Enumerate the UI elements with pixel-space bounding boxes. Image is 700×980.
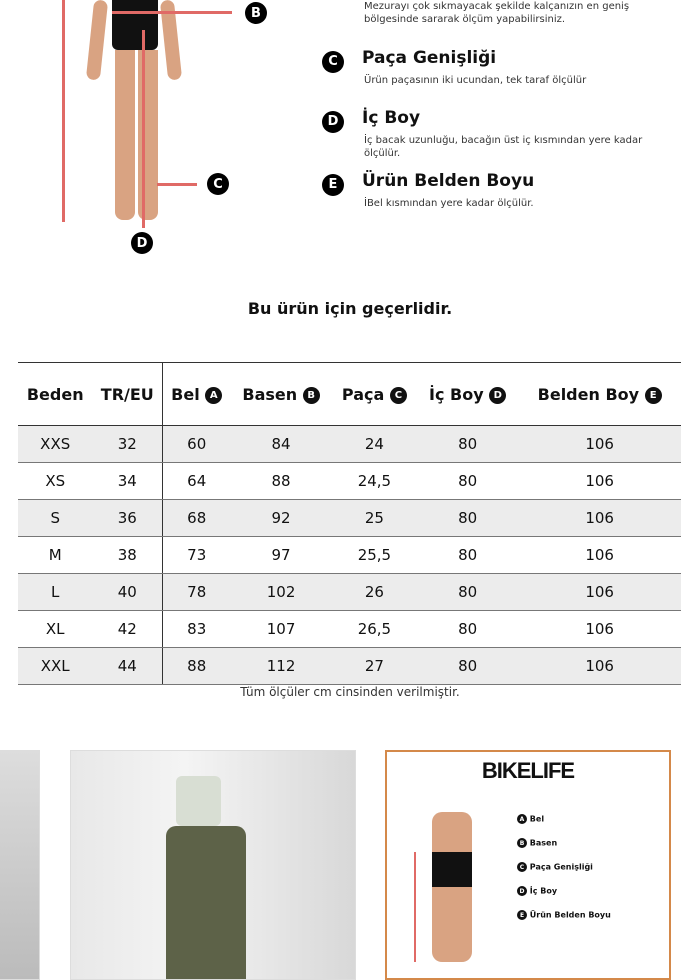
- marker-c: C: [207, 173, 229, 195]
- table-cell: 24: [332, 426, 417, 463]
- table-cell: 106: [518, 426, 681, 463]
- table-cell: 106: [518, 611, 681, 648]
- thumb-legend-item: [517, 862, 593, 872]
- table-cell: 80: [417, 648, 518, 685]
- table-row: [18, 500, 681, 537]
- table-cell: XS: [18, 463, 92, 500]
- table-cell: 107: [230, 611, 331, 648]
- thumbnail-1[interactable]: [0, 750, 40, 980]
- size-table: [18, 362, 681, 685]
- thumb-badge: A: [517, 814, 527, 824]
- thumb-badge: B: [517, 838, 527, 848]
- table-cell: 68: [163, 500, 231, 537]
- table-cell: 80: [417, 537, 518, 574]
- table-cell: S: [18, 500, 92, 537]
- table-cell: 112: [230, 648, 331, 685]
- table-cell: 80: [417, 611, 518, 648]
- thumb-legend-item: [517, 838, 557, 848]
- table-cell: 84: [230, 426, 331, 463]
- table-cell: L: [18, 574, 92, 611]
- table-cell: 26: [332, 574, 417, 611]
- thumbnail-2[interactable]: [70, 750, 356, 980]
- header-label: Bel: [171, 384, 200, 404]
- table-cell: 106: [518, 537, 681, 574]
- thumb-badge: C: [517, 862, 527, 872]
- table-cell: 106: [518, 574, 681, 611]
- thumb-legend-item: [517, 910, 611, 920]
- header-badge: A: [205, 387, 222, 404]
- badge-e: E: [322, 174, 344, 196]
- table-cell: XXL: [18, 648, 92, 685]
- table-cell: XL: [18, 611, 92, 648]
- table-cell: 80: [417, 574, 518, 611]
- table-cell: 73: [163, 537, 231, 574]
- legend-paca: C Paça Genişliği Ürün paçasının iki ucundan, tek taraf ölçülür: [322, 50, 344, 73]
- thumb-badge: D: [517, 886, 527, 896]
- table-cell: 25: [332, 500, 417, 537]
- thumb-legend-item: [517, 814, 544, 824]
- thumb-legend-title: Ürün Belden Boyu: [529, 910, 611, 920]
- model-figure: [90, 0, 230, 230]
- table-cell: 92: [230, 500, 331, 537]
- marker-b: B: [245, 2, 267, 24]
- header-badge: C: [390, 387, 407, 404]
- thumb-legend-title: Basen: [529, 838, 558, 848]
- table-cell: 42: [92, 611, 162, 648]
- table-row: [18, 574, 681, 611]
- table-cell: 97: [230, 537, 331, 574]
- table-cell: 34: [92, 463, 162, 500]
- table-cell: 83: [163, 611, 231, 648]
- header-label: Paça: [341, 384, 385, 404]
- table-cell: 32: [92, 426, 162, 463]
- column-header: [18, 363, 92, 426]
- table-cell: 24,5: [332, 463, 417, 500]
- header-badge: E: [645, 387, 662, 404]
- table-cell: 26,5: [332, 611, 417, 648]
- applies-heading: Bu ürün için geçerlidir.: [247, 299, 453, 318]
- table-cell: 102: [230, 574, 331, 611]
- badge-c: C: [322, 51, 344, 73]
- column-header: [518, 363, 681, 426]
- column-header: [417, 363, 518, 426]
- table-cell: 36: [92, 500, 162, 537]
- thumb-legend-title: Bel: [529, 814, 545, 824]
- table-cell: 106: [518, 463, 681, 500]
- table-cell: 60: [163, 426, 231, 463]
- table-cell: 25,5: [332, 537, 417, 574]
- units-note: Tüm ölçüler cm cinsinden verilmiştir.: [240, 685, 460, 699]
- marker-d: D: [131, 232, 153, 254]
- table-cell: 40: [92, 574, 162, 611]
- table-row: [18, 537, 681, 574]
- table-cell: XXS: [18, 426, 92, 463]
- table-cell: 80: [417, 500, 518, 537]
- table-cell: 106: [518, 500, 681, 537]
- table-cell: 88: [230, 463, 331, 500]
- table-cell: 38: [92, 537, 162, 574]
- table-cell: 78: [163, 574, 231, 611]
- table-cell: M: [18, 537, 92, 574]
- column-header: [163, 363, 231, 426]
- table-cell: 80: [417, 426, 518, 463]
- thumbnail-size-guide[interactable]: [385, 750, 671, 980]
- table-row: [18, 648, 681, 685]
- header-label: Belden Boy: [537, 384, 640, 404]
- table-cell: 27: [332, 648, 417, 685]
- column-header: [332, 363, 417, 426]
- table-cell: 106: [518, 648, 681, 685]
- header-badge: D: [489, 387, 506, 404]
- table-cell: 80: [417, 463, 518, 500]
- header-badge: B: [303, 387, 320, 404]
- column-header: [230, 363, 331, 426]
- table-row: [18, 463, 681, 500]
- thumb-legend-item: [517, 886, 557, 896]
- table-cell: 64: [163, 463, 231, 500]
- legend-ic-boy: D İç Boy İç bacak uzunluğu, bacağın üst iç kısmından yere kadar ölçülür.: [322, 110, 344, 133]
- thumb-legend-title: Paça Genişliği: [529, 862, 593, 872]
- table-cell: 44: [92, 648, 162, 685]
- badge-d: D: [322, 111, 344, 133]
- table-cell: 88: [163, 648, 231, 685]
- thumb-legend-title: İç Boy: [529, 886, 558, 896]
- table-row: [18, 611, 681, 648]
- header-label: Beden: [26, 384, 84, 404]
- legend-belden-boyu: E Ürün Belden Boyu İBel kısmından yere kadar ölçülür.: [322, 173, 344, 196]
- header-label: İç Boy: [429, 384, 484, 404]
- header-label: TR/EU: [100, 384, 154, 404]
- column-header: [92, 363, 162, 426]
- thumb-badge: E: [517, 910, 527, 920]
- brand-logo: BIKELIFE: [481, 758, 575, 783]
- header-label: Basen: [242, 384, 298, 404]
- table-row: [18, 426, 681, 463]
